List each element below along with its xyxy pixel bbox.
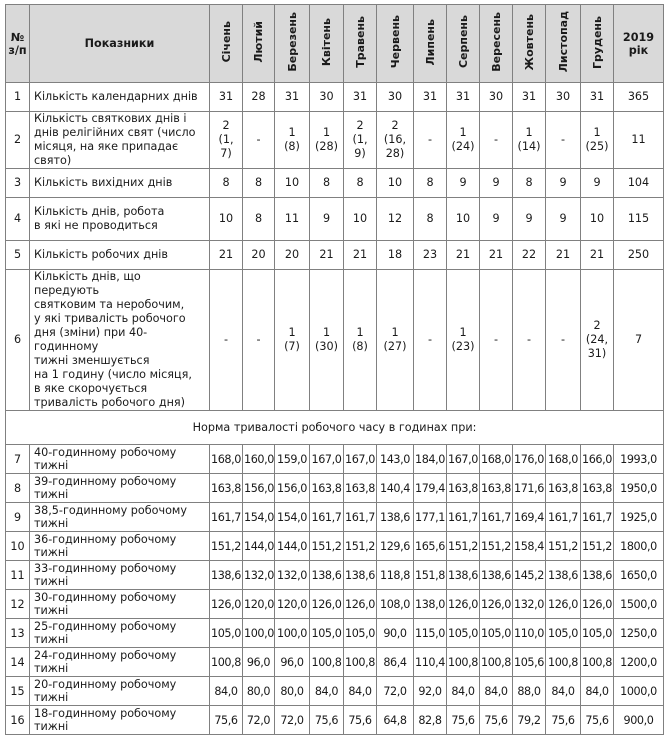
table-row — [6, 503, 664, 532]
month-cell: 10 — [581, 198, 614, 241]
year-cell: 1500,0 — [614, 590, 664, 619]
month-cell: 31 — [447, 83, 480, 112]
month-cell: 100,8 — [480, 648, 513, 677]
month-cell: 28 — [243, 83, 275, 112]
row-label: Кількість робочих днів — [30, 241, 210, 270]
month-cell: 151,2 — [447, 532, 480, 561]
year-cell: 1000,0 — [614, 677, 664, 706]
month-cell: 31 — [513, 83, 546, 112]
month-label: Грудень — [590, 15, 604, 69]
month-cell: 151,2 — [581, 532, 614, 561]
month-cell: 8 — [210, 169, 243, 198]
year-cell: 1925,0 — [614, 503, 664, 532]
month-cell: 30 — [480, 83, 513, 112]
month-cell: 160,0 — [243, 445, 275, 474]
month-cell: 8 — [414, 169, 447, 198]
row-label: Кількість вихідних днів — [30, 169, 210, 198]
month-cell: 138,6 — [546, 561, 581, 590]
hours-body — [6, 445, 664, 735]
month-cell: 138,0 — [414, 590, 447, 619]
month-cell: 165,6 — [414, 532, 447, 561]
month-cell: 1 (24) — [447, 112, 480, 169]
month-cell: 176,0 — [513, 445, 546, 474]
row-number: 2 — [6, 112, 30, 169]
row-number: 14 — [6, 648, 30, 677]
header-month — [447, 5, 480, 83]
month-cell: 72,0 — [275, 706, 310, 735]
year-cell: 365 — [614, 83, 664, 112]
month-cell: 154,0 — [243, 503, 275, 532]
month-cell: 92,0 — [414, 677, 447, 706]
row-number: 15 — [6, 677, 30, 706]
month-cell: 151,8 — [414, 561, 447, 590]
month-cell: 8 — [414, 198, 447, 241]
month-label: Липень — [423, 18, 437, 66]
header-month — [310, 5, 344, 83]
month-cell: 30 — [377, 83, 414, 112]
month-cell: - — [480, 112, 513, 169]
month-cell: 1 (8) — [344, 270, 377, 411]
table-row — [6, 648, 664, 677]
days-body — [6, 83, 664, 411]
table-row — [6, 619, 664, 648]
header-month — [344, 5, 377, 83]
month-cell: 30 — [310, 83, 344, 112]
header-month — [546, 5, 581, 83]
section-body — [6, 411, 664, 445]
month-cell: 110,4 — [414, 648, 447, 677]
row-number: 5 — [6, 241, 30, 270]
table-row — [6, 445, 664, 474]
month-cell: - — [243, 270, 275, 411]
month-label: Листопад — [556, 11, 570, 73]
month-cell: 158,4 — [513, 532, 546, 561]
month-cell: 9 — [480, 198, 513, 241]
month-cell: - — [546, 112, 581, 169]
header-year: 2019 рік — [614, 5, 664, 83]
month-cell: 8 — [243, 169, 275, 198]
header-month — [581, 5, 614, 83]
month-cell: 10 — [344, 198, 377, 241]
table-row — [6, 561, 664, 590]
month-cell: 21 — [447, 241, 480, 270]
month-cell: 11 — [275, 198, 310, 241]
month-cell: 90,0 — [377, 619, 414, 648]
month-cell: 80,0 — [275, 677, 310, 706]
month-cell: 145,2 — [513, 561, 546, 590]
month-cell: 115,0 — [414, 619, 447, 648]
month-cell: 105,0 — [581, 619, 614, 648]
year-cell: 1993,0 — [614, 445, 664, 474]
month-cell: 151,2 — [310, 532, 344, 561]
month-cell: 23 — [414, 241, 447, 270]
month-cell: 129,6 — [377, 532, 414, 561]
year-cell: 250 — [614, 241, 664, 270]
month-cell: 1 (23) — [447, 270, 480, 411]
month-cell: 161,7 — [447, 503, 480, 532]
month-cell: 31 — [414, 83, 447, 112]
month-cell: 126,0 — [310, 590, 344, 619]
month-cell: 167,0 — [310, 445, 344, 474]
month-cell: 159,0 — [275, 445, 310, 474]
month-cell: 161,7 — [344, 503, 377, 532]
month-cell: 31 — [581, 83, 614, 112]
month-cell: 108,0 — [377, 590, 414, 619]
row-number: 8 — [6, 474, 30, 503]
month-cell: 8 — [310, 169, 344, 198]
month-cell: 1 (14) — [513, 112, 546, 169]
month-cell: 138,6 — [447, 561, 480, 590]
header-month — [480, 5, 513, 83]
year-cell: 1950,0 — [614, 474, 664, 503]
month-cell: 120,0 — [243, 590, 275, 619]
month-cell: 9 — [480, 169, 513, 198]
month-cell: 151,2 — [210, 532, 243, 561]
month-cell: 9 — [447, 169, 480, 198]
month-cell: 21 — [310, 241, 344, 270]
month-cell: 96,0 — [275, 648, 310, 677]
month-cell: 184,0 — [414, 445, 447, 474]
month-cell: 151,2 — [344, 532, 377, 561]
month-cell: 86,4 — [377, 648, 414, 677]
month-cell: 2 (24, 31) — [581, 270, 614, 411]
header-row — [6, 5, 664, 83]
month-cell: 100,8 — [310, 648, 344, 677]
month-cell: 132,0 — [513, 590, 546, 619]
month-cell: 163,8 — [310, 474, 344, 503]
header-month — [513, 5, 546, 83]
header-indicator: Показники — [30, 5, 210, 83]
header-month — [243, 5, 275, 83]
row-number: 7 — [6, 445, 30, 474]
month-cell: 144,0 — [275, 532, 310, 561]
month-cell: 138,6 — [310, 561, 344, 590]
month-cell: 168,0 — [210, 445, 243, 474]
year-cell: 104 — [614, 169, 664, 198]
month-label: Травень — [353, 16, 367, 68]
month-cell: 132,0 — [275, 561, 310, 590]
month-cell: 179,4 — [414, 474, 447, 503]
month-cell: 132,0 — [243, 561, 275, 590]
month-cell: 110,0 — [513, 619, 546, 648]
row-label: 38,5-годинному робочому тижні — [30, 503, 210, 532]
table-row — [6, 590, 664, 619]
month-cell: 151,2 — [546, 532, 581, 561]
month-cell: - — [414, 270, 447, 411]
month-cell: 126,0 — [447, 590, 480, 619]
row-number: 16 — [6, 706, 30, 735]
month-cell: 105,0 — [344, 619, 377, 648]
month-cell: 143,0 — [377, 445, 414, 474]
month-cell: 84,0 — [310, 677, 344, 706]
month-cell: 79,2 — [513, 706, 546, 735]
table-row — [6, 474, 664, 503]
month-cell: 18 — [377, 241, 414, 270]
header-month — [275, 5, 310, 83]
month-cell: 2 (1, 7) — [210, 112, 243, 169]
header-num: № з/п — [6, 5, 30, 83]
month-cell: 1 (27) — [377, 270, 414, 411]
row-label: 18-годинному робочому тижні — [30, 706, 210, 735]
month-cell: 169,4 — [513, 503, 546, 532]
row-number: 3 — [6, 169, 30, 198]
month-cell: 88,0 — [513, 677, 546, 706]
row-number: 12 — [6, 590, 30, 619]
month-cell: 9 — [310, 198, 344, 241]
header-month — [210, 5, 243, 83]
month-cell: 105,0 — [310, 619, 344, 648]
month-cell: 105,0 — [447, 619, 480, 648]
month-cell: 138,6 — [210, 561, 243, 590]
month-cell: 9 — [546, 198, 581, 241]
table-row — [6, 706, 664, 735]
month-cell: 21 — [480, 241, 513, 270]
month-cell: - — [243, 112, 275, 169]
row-label: 40-годинному робочому тижні — [30, 445, 210, 474]
month-cell: 12 — [377, 198, 414, 241]
section-title: Норма тривалості робочого часу в годинах при: — [6, 411, 664, 445]
month-label: Серпень — [456, 15, 470, 69]
table-row — [6, 532, 664, 561]
month-cell: 9 — [546, 169, 581, 198]
month-cell: 9 — [581, 169, 614, 198]
month-cell: 84,0 — [581, 677, 614, 706]
month-cell: 10 — [377, 169, 414, 198]
month-cell: 151,2 — [480, 532, 513, 561]
month-cell: 9 — [513, 198, 546, 241]
month-cell: 163,8 — [581, 474, 614, 503]
month-cell: 168,0 — [480, 445, 513, 474]
row-number: 9 — [6, 503, 30, 532]
month-cell: 105,0 — [210, 619, 243, 648]
month-cell: 21 — [546, 241, 581, 270]
month-cell: 105,0 — [546, 619, 581, 648]
month-cell: 167,0 — [447, 445, 480, 474]
month-label: Квітень — [320, 17, 333, 67]
month-cell: 10 — [210, 198, 243, 241]
month-cell: 138,6 — [377, 503, 414, 532]
month-cell: 144,0 — [243, 532, 275, 561]
month-cell: 100,8 — [581, 648, 614, 677]
month-cell: 21 — [210, 241, 243, 270]
month-cell: 100,8 — [546, 648, 581, 677]
year-cell: 1650,0 — [614, 561, 664, 590]
month-cell: 161,7 — [210, 503, 243, 532]
month-cell: 161,7 — [310, 503, 344, 532]
row-label: 39-годинному робочому тижні — [30, 474, 210, 503]
month-cell: - — [480, 270, 513, 411]
month-cell: 75,6 — [344, 706, 377, 735]
row-label: 20-годинному робочому тижні — [30, 677, 210, 706]
month-cell: 156,0 — [275, 474, 310, 503]
month-cell: 163,8 — [546, 474, 581, 503]
month-cell: 84,0 — [210, 677, 243, 706]
month-cell: 168,0 — [546, 445, 581, 474]
month-cell: 21 — [344, 241, 377, 270]
month-cell: 156,0 — [243, 474, 275, 503]
row-label: 30-годинному робочому тижні — [30, 590, 210, 619]
header-month — [414, 5, 447, 83]
row-label: 24-годинному робочому тижні — [30, 648, 210, 677]
year-cell: 1200,0 — [614, 648, 664, 677]
month-cell: 8 — [344, 169, 377, 198]
month-cell: 126,0 — [581, 590, 614, 619]
month-cell: 100,8 — [447, 648, 480, 677]
month-cell: 166,0 — [581, 445, 614, 474]
month-cell: - — [513, 270, 546, 411]
month-cell: 171,6 — [513, 474, 546, 503]
month-cell: 100,8 — [210, 648, 243, 677]
month-cell: 126,0 — [344, 590, 377, 619]
table-row — [6, 198, 664, 241]
month-cell: 1 (8) — [275, 112, 310, 169]
month-cell: 1 (28) — [310, 112, 344, 169]
month-cell: 161,7 — [480, 503, 513, 532]
row-label: Кількість календарних днів — [30, 83, 210, 112]
month-cell: 31 — [210, 83, 243, 112]
month-cell: 8 — [243, 198, 275, 241]
month-label: Червень — [388, 15, 402, 69]
month-cell: 1 (25) — [581, 112, 614, 169]
month-label: Вересень — [489, 12, 503, 72]
month-cell: 118,8 — [377, 561, 414, 590]
row-number: 11 — [6, 561, 30, 590]
month-cell: 177,1 — [414, 503, 447, 532]
year-cell: 1800,0 — [614, 532, 664, 561]
month-cell: 100,8 — [344, 648, 377, 677]
row-label: 33-годинному робочому тижні — [30, 561, 210, 590]
year-cell: 11 — [614, 112, 664, 169]
month-cell: 161,7 — [581, 503, 614, 532]
month-cell: 20 — [275, 241, 310, 270]
month-cell: 138,6 — [581, 561, 614, 590]
month-cell: 75,6 — [480, 706, 513, 735]
month-cell: 22 — [513, 241, 546, 270]
month-cell: 75,6 — [310, 706, 344, 735]
month-cell: 2 (1, 9) — [344, 112, 377, 169]
table-row — [6, 241, 664, 270]
month-label: Жовтень — [522, 13, 536, 71]
month-cell: 126,0 — [480, 590, 513, 619]
month-cell: 31 — [344, 83, 377, 112]
month-cell: 10 — [275, 169, 310, 198]
row-number: 13 — [6, 619, 30, 648]
month-cell: - — [546, 270, 581, 411]
row-label: Кількість святкових днів і днів релігійних свят (число місяця, на яке припадає свято) — [30, 112, 210, 169]
row-label: Кількість днів, робота в які не проводиться — [30, 198, 210, 241]
month-cell: 138,6 — [480, 561, 513, 590]
month-cell: - — [210, 270, 243, 411]
year-cell: 900,0 — [614, 706, 664, 735]
month-cell: 167,0 — [344, 445, 377, 474]
month-cell: 21 — [581, 241, 614, 270]
month-cell: 163,8 — [480, 474, 513, 503]
month-cell: 80,0 — [243, 677, 275, 706]
month-cell: 75,6 — [210, 706, 243, 735]
month-cell: 72,0 — [377, 677, 414, 706]
month-cell: 163,8 — [210, 474, 243, 503]
month-cell: 2 (16, 28) — [377, 112, 414, 169]
month-cell: 163,8 — [344, 474, 377, 503]
table-row — [6, 677, 664, 706]
month-cell: 105,0 — [480, 619, 513, 648]
row-number: 10 — [6, 532, 30, 561]
row-label: Кількість днів, що передують святковим та неробочим, у які тривалість робочого дня (зміни) при 40-годинному тижні зменшується на 1 годину (число місяця, в яке скорочується тривалість робочого дня) — [30, 270, 210, 411]
month-cell: 75,6 — [581, 706, 614, 735]
year-cell: 1250,0 — [614, 619, 664, 648]
month-cell: 96,0 — [243, 648, 275, 677]
month-cell: 126,0 — [210, 590, 243, 619]
month-cell: 30 — [546, 83, 581, 112]
month-cell: 105,6 — [513, 648, 546, 677]
month-label: Лютий — [252, 21, 265, 63]
month-cell: 154,0 — [275, 503, 310, 532]
month-label: Січень — [219, 21, 233, 63]
month-cell: 82,8 — [414, 706, 447, 735]
month-cell: 75,6 — [546, 706, 581, 735]
month-cell: 84,0 — [546, 677, 581, 706]
month-cell: 20 — [243, 241, 275, 270]
month-cell: 75,6 — [447, 706, 480, 735]
table-row — [6, 169, 664, 198]
month-cell: 8 — [513, 169, 546, 198]
month-cell: 84,0 — [344, 677, 377, 706]
month-cell: 163,8 — [447, 474, 480, 503]
month-cell: 100,0 — [243, 619, 275, 648]
row-number: 4 — [6, 198, 30, 241]
month-cell: 161,7 — [546, 503, 581, 532]
month-cell: 100,0 — [275, 619, 310, 648]
table-row — [6, 270, 664, 411]
section-row — [6, 411, 664, 445]
month-cell: 120,0 — [275, 590, 310, 619]
month-cell: 140,4 — [377, 474, 414, 503]
month-cell: 138,6 — [344, 561, 377, 590]
month-cell: 64,8 — [377, 706, 414, 735]
year-cell: 7 — [614, 270, 664, 411]
month-cell: 72,0 — [243, 706, 275, 735]
header-month — [377, 5, 414, 83]
row-number: 1 — [6, 83, 30, 112]
month-cell: 84,0 — [447, 677, 480, 706]
month-label: Березень — [285, 12, 299, 72]
year-cell: 115 — [614, 198, 664, 241]
month-cell: 1 (30) — [310, 270, 344, 411]
row-label: 36-годинному робочому тижні — [30, 532, 210, 561]
row-label: 25-годинному робочому тижні — [30, 619, 210, 648]
table-row — [6, 83, 664, 112]
month-cell: 126,0 — [546, 590, 581, 619]
month-cell: 1 (7) — [275, 270, 310, 411]
table-row — [6, 112, 664, 169]
month-cell: 84,0 — [480, 677, 513, 706]
month-cell: 10 — [447, 198, 480, 241]
working-time-table — [5, 4, 664, 735]
row-number: 6 — [6, 270, 30, 411]
month-cell: - — [414, 112, 447, 169]
month-cell: 31 — [275, 83, 310, 112]
